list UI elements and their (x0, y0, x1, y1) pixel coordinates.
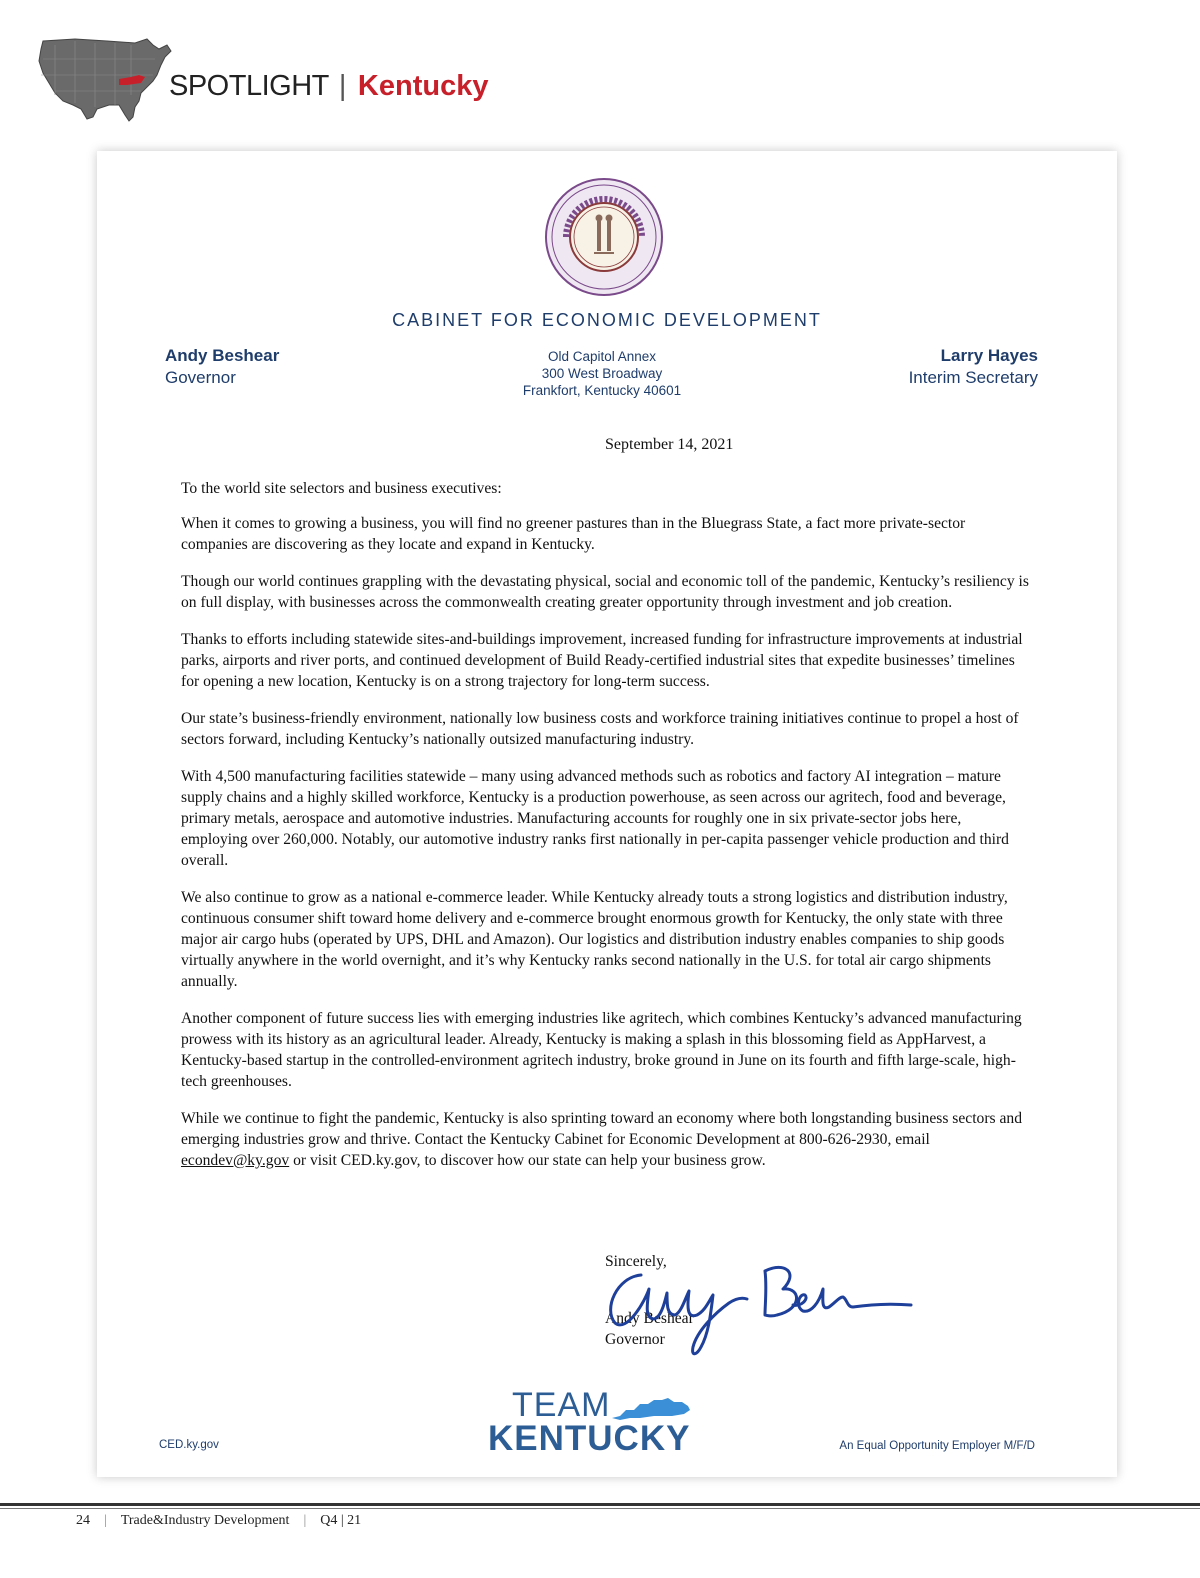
section-title (169, 70, 488, 103)
body-paragraph: Another component of future success lies with emerging industries like agritech, which combines Kentucky’s advanced manufacturing prowess with its history as an agricultural leader. Already, Kentucky is making a splash in this blossoming field as AppHarvest, a Kentucky-based startup in the controlled-environment agritech industry, broke ground in June on its fourth and fifth large-scale, high-tech greenhouses. (181, 1010, 1022, 1090)
body-paragraph: When it comes to growing a business, you will find no greener pastures than in the Bluegrass State, a fact more private-sector companies are discovering as they locate and expand in Kentucky. (181, 515, 966, 553)
page-number: 24 (76, 1513, 90, 1528)
secretary-title: Interim Secretary (908, 368, 1038, 387)
team-kentucky-logo (482, 1386, 722, 1456)
body-paragraph: We also continue to grow as a national e-commerce leader. While Kentucky already touts a strong logistics and distribution industry, continuous consumer shift toward home delivery and e-commerce brought enormous growth for Kentucky, the only state with three major air cargo hubs (operated by UPS, DHL and Amazon). Our logistics and distribution industry enables companies to ship goods virtually anywhere in the world overnight, and it’s why Kentucky ranks second nationally in the U.S. for total air cargo shipments annually. (181, 889, 1008, 990)
salutation: To the world site selectors and business executives: (181, 480, 502, 497)
secretary-name: Larry Hayes (940, 346, 1038, 365)
state-name: Kentucky (357, 70, 489, 102)
address-line: Old Capitol Annex (547, 349, 657, 364)
footer-rule (0, 1503, 1200, 1506)
letter-body (181, 478, 1031, 1187)
footer-divider: | (104, 1513, 107, 1528)
address-line: Frankfort, Kentucky 40601 (522, 383, 682, 398)
signer-title: Governor (605, 1331, 665, 1348)
body-paragraph: Our state’s business-friendly environment, nationally low business costs and workforce training initiatives continue to propel a host of sectors forward, including Kentucky’s nationally outsized manufacturing industry. (181, 710, 1019, 748)
body-paragraph: With 4,500 manufacturing facilities statewide – many using advanced methods such as robotics and factory AI integration – mature supply chains and a highly skilled workforce, Kentucky is a production powerhouse, as seen across our agritech, food and beverage, primary metals, aerospace and automotive industries. Manufacturing accounts for roughly one in six private-sector jobs here, employing over 260,000. Notably, our automotive industry ranks first nationally in per-capita passenger vehicle production and third overall. (181, 768, 1009, 869)
title-separator: | (338, 70, 346, 102)
footer-website: CED.ky.gov (159, 1439, 219, 1451)
signature-icon (597, 1249, 927, 1369)
final-paragraph (181, 1108, 1031, 1171)
closing-text: Sincerely, (605, 1253, 667, 1270)
body-paragraph: Thanks to efforts including statewide sites-and-buildings improvement, increased funding for infrastructure improvements at industrial parks, airports and river ports, and continued development of Build Ready-certified industrial sites that expedite businesses’ timelines for opening a new location, Kentucky is on a strong trajectory for long-term success. (181, 631, 1023, 690)
secretary-block (909, 346, 1038, 388)
publication-name: Trade&Industry Development (120, 1513, 290, 1528)
section-label: SPOTLIGHT (169, 70, 329, 102)
letter-date: September 14, 2021 (605, 436, 734, 453)
footer-eoe: An Equal Opportunity Employer M/F/D (839, 1440, 1035, 1452)
page-footer (76, 1513, 361, 1529)
footer-divider: | (303, 1513, 307, 1528)
signer-name: Andy Beshear (605, 1310, 694, 1327)
body-paragraph: Though our world continues grappling with the devastating physical, social and economic toll of the pandemic, Kentucky’s resiliency is on full display, with businesses across the commonwealth creating greater opportunity through investment and job creation. (181, 573, 1029, 611)
page-header (0, 0, 1200, 140)
address-line: 300 West Broadway (541, 366, 663, 381)
final-paragraph-text: While we continue to fight the pandemic, Kentucky is also sprinting toward an economy where both longstanding business sectors and emerging industries grow and thrive. Contact the Kentucky Cabinet for Economic Development at 800-626-2930, email (181, 1110, 1023, 1148)
us-map-icon (35, 35, 175, 127)
logo-text-team: TEAM (512, 1386, 611, 1424)
governor-name: Andy Beshear (165, 346, 280, 365)
footer-rule-thin (0, 1508, 1200, 1509)
email-link[interactable]: econdev@ky.gov (181, 1152, 290, 1169)
issue-label: Q4 | 21 (320, 1513, 362, 1528)
final-paragraph-text: or visit CED.ky.gov, to discover how our state can help your business grow. (289, 1152, 766, 1169)
logo-text-kentucky: KENTUCKY (488, 1419, 691, 1458)
kentucky-seal-icon (544, 177, 664, 297)
letter-page (97, 151, 1117, 1477)
governor-title: Governor (165, 368, 236, 387)
cabinet-heading: CABINET FOR ECONOMIC DEVELOPMENT (392, 310, 822, 330)
